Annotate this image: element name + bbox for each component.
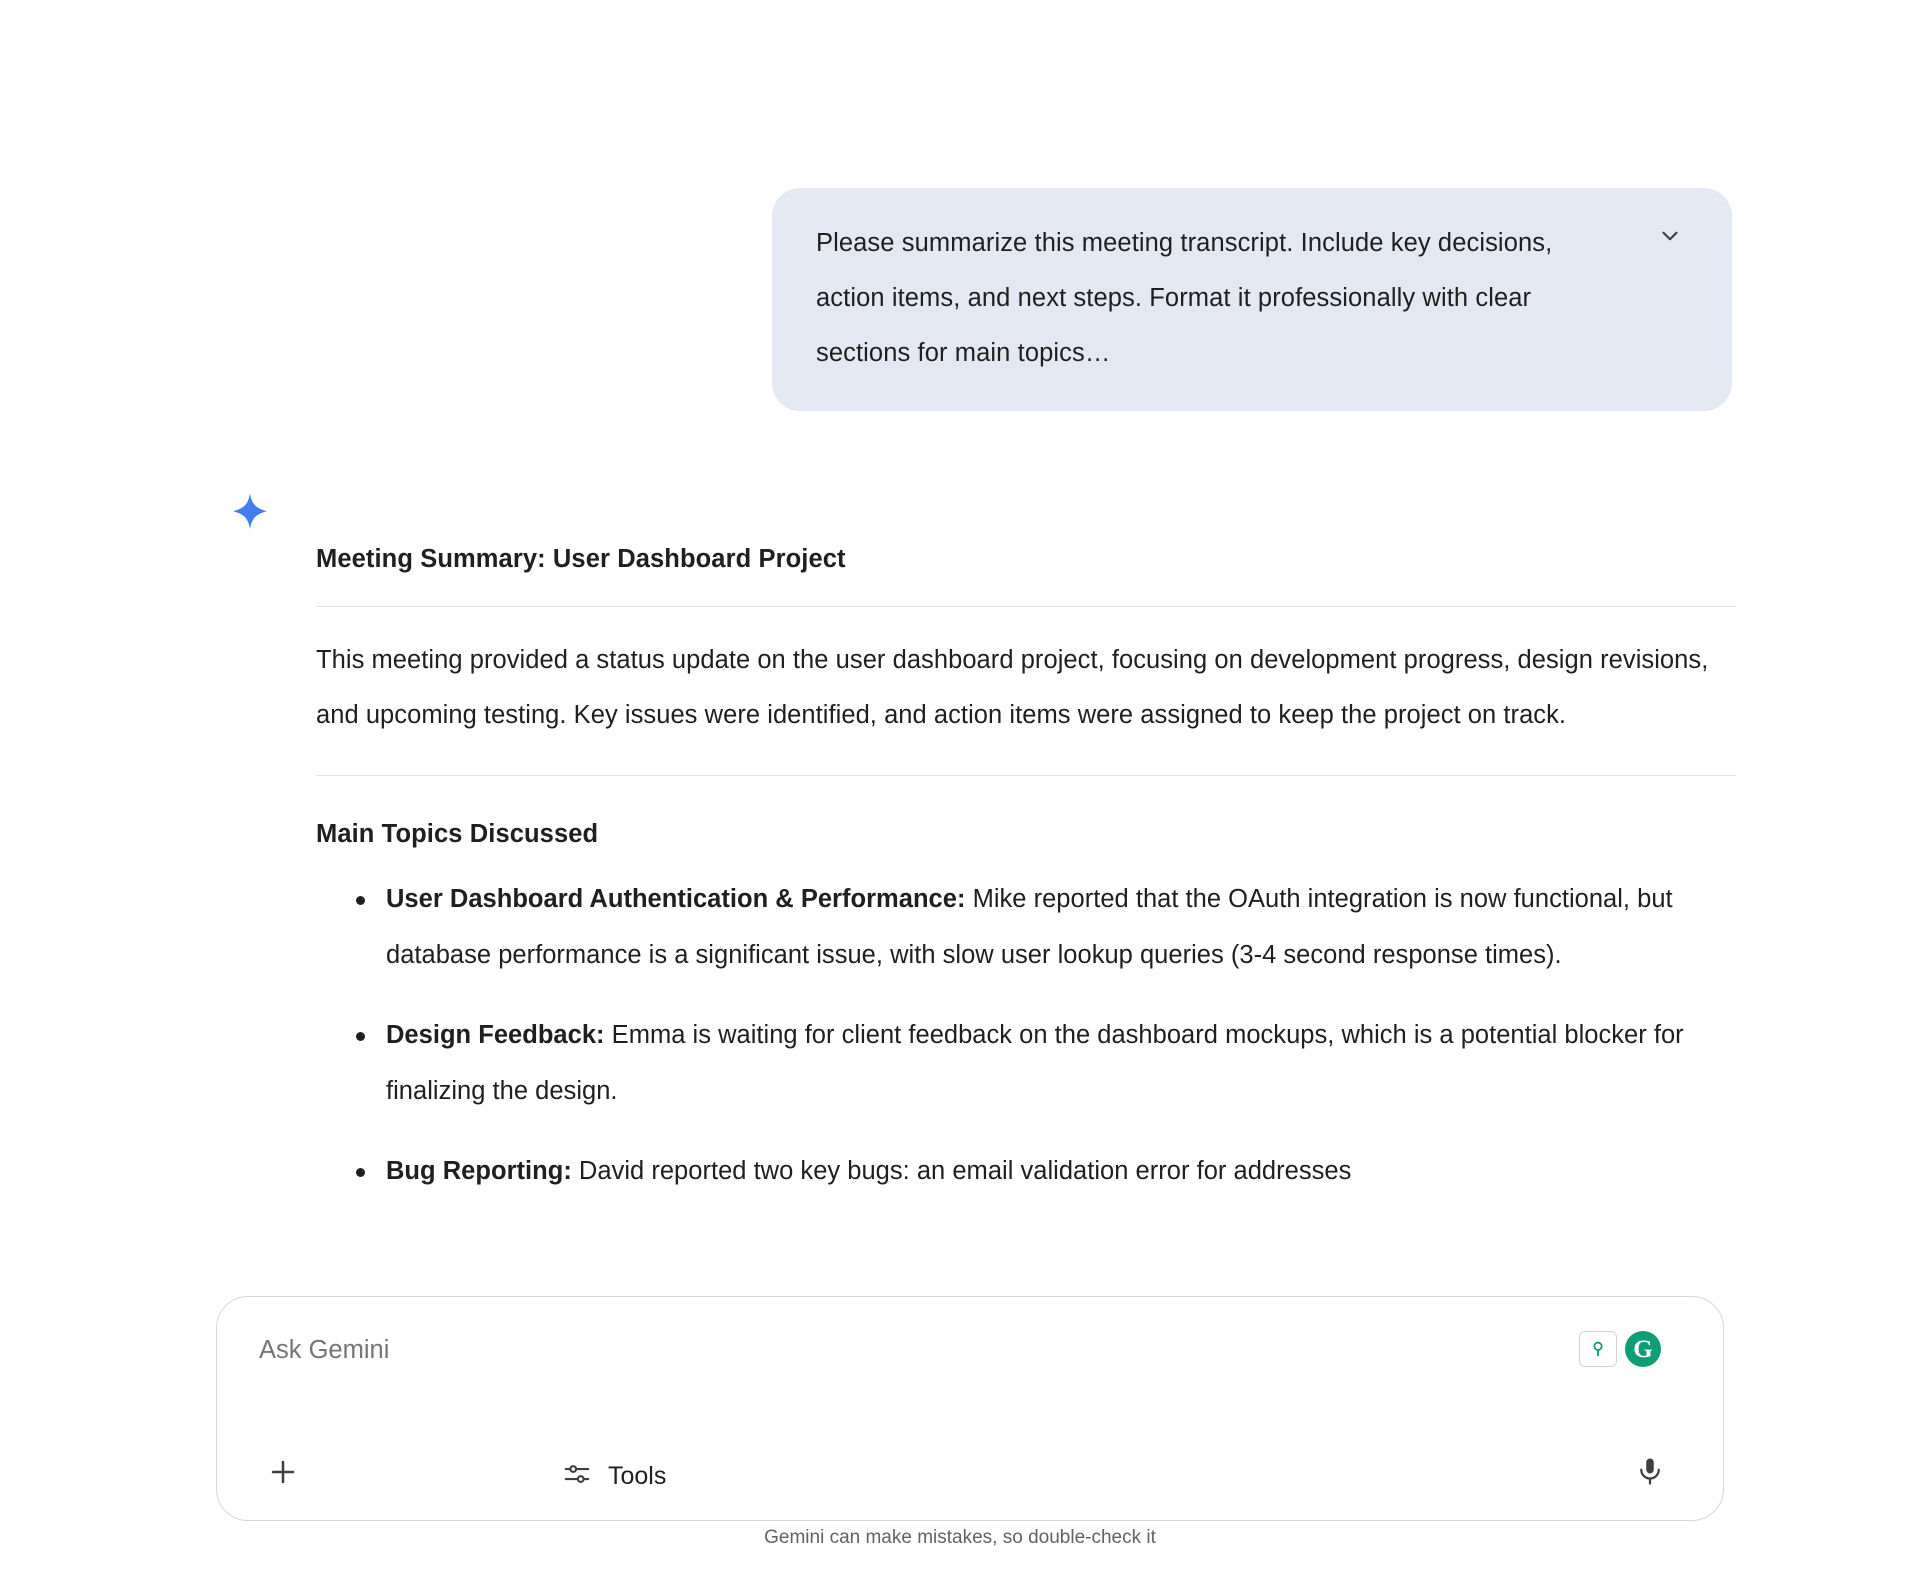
disclaimer-text: Gemini can make mistakes, so double-check it	[764, 1527, 1156, 1548]
list-item-label: Bug Reporting:	[386, 1157, 572, 1185]
section-heading: Main Topics Discussed	[316, 820, 599, 848]
list-item-label: Design Feedback:	[386, 1021, 605, 1049]
divider	[316, 775, 1736, 776]
response-title: Meeting Summary: User Dashboard Project	[316, 545, 846, 573]
user-message-bubble[interactable]	[772, 188, 1732, 411]
browser-extension-icon[interactable]	[1579, 1331, 1617, 1367]
response-intro: This meeting provided a status update on the user dashboard project, focusing on development progress, design revisions, and upcoming testing. Key issues were identified, and action items were assigned to keep the project on track.	[316, 646, 1709, 729]
topics-list	[316, 871, 1736, 1199]
list-item-label: User Dashboard Authentication & Performance:	[386, 885, 966, 913]
tools-label: Tools	[608, 1462, 667, 1490]
list-item-text: Mike reported that the OAuth integration is now functional, but database performance is a significant issue, with slow user lookup queries (3-4 second response times).	[386, 885, 1673, 969]
microphone-icon[interactable]	[1627, 1448, 1673, 1494]
user-message-text: Please summarize this meeting transcript. Include key decisions, action items, and next steps. Format it professionally with clear sections for main topics…	[816, 229, 1553, 367]
prompt-input[interactable]	[257, 1335, 1457, 1366]
list-item-text: Emma is waiting for client feedback on the dashboard mockups, which is a potential blocker for finalizing the design.	[386, 1021, 1684, 1105]
tools-sliders-icon	[562, 1459, 592, 1494]
list-item	[356, 871, 1736, 983]
divider	[316, 606, 1736, 607]
add-attachment-button[interactable]	[259, 1448, 307, 1496]
assistant-response	[316, 545, 1736, 1199]
list-item	[356, 1143, 1736, 1199]
list-item	[356, 1007, 1736, 1119]
gemini-sparkle-icon	[228, 490, 272, 534]
grammarly-icon[interactable]: G	[1625, 1331, 1661, 1367]
tools-button[interactable]	[562, 1459, 666, 1494]
chevron-down-icon[interactable]	[1656, 222, 1684, 250]
user-message-row	[772, 188, 1732, 411]
composer-extension-icons	[1579, 1331, 1661, 1367]
composer[interactable]	[216, 1296, 1724, 1521]
list-item-text: David reported two key bugs: an email validation error for addresses	[571, 1157, 1352, 1185]
